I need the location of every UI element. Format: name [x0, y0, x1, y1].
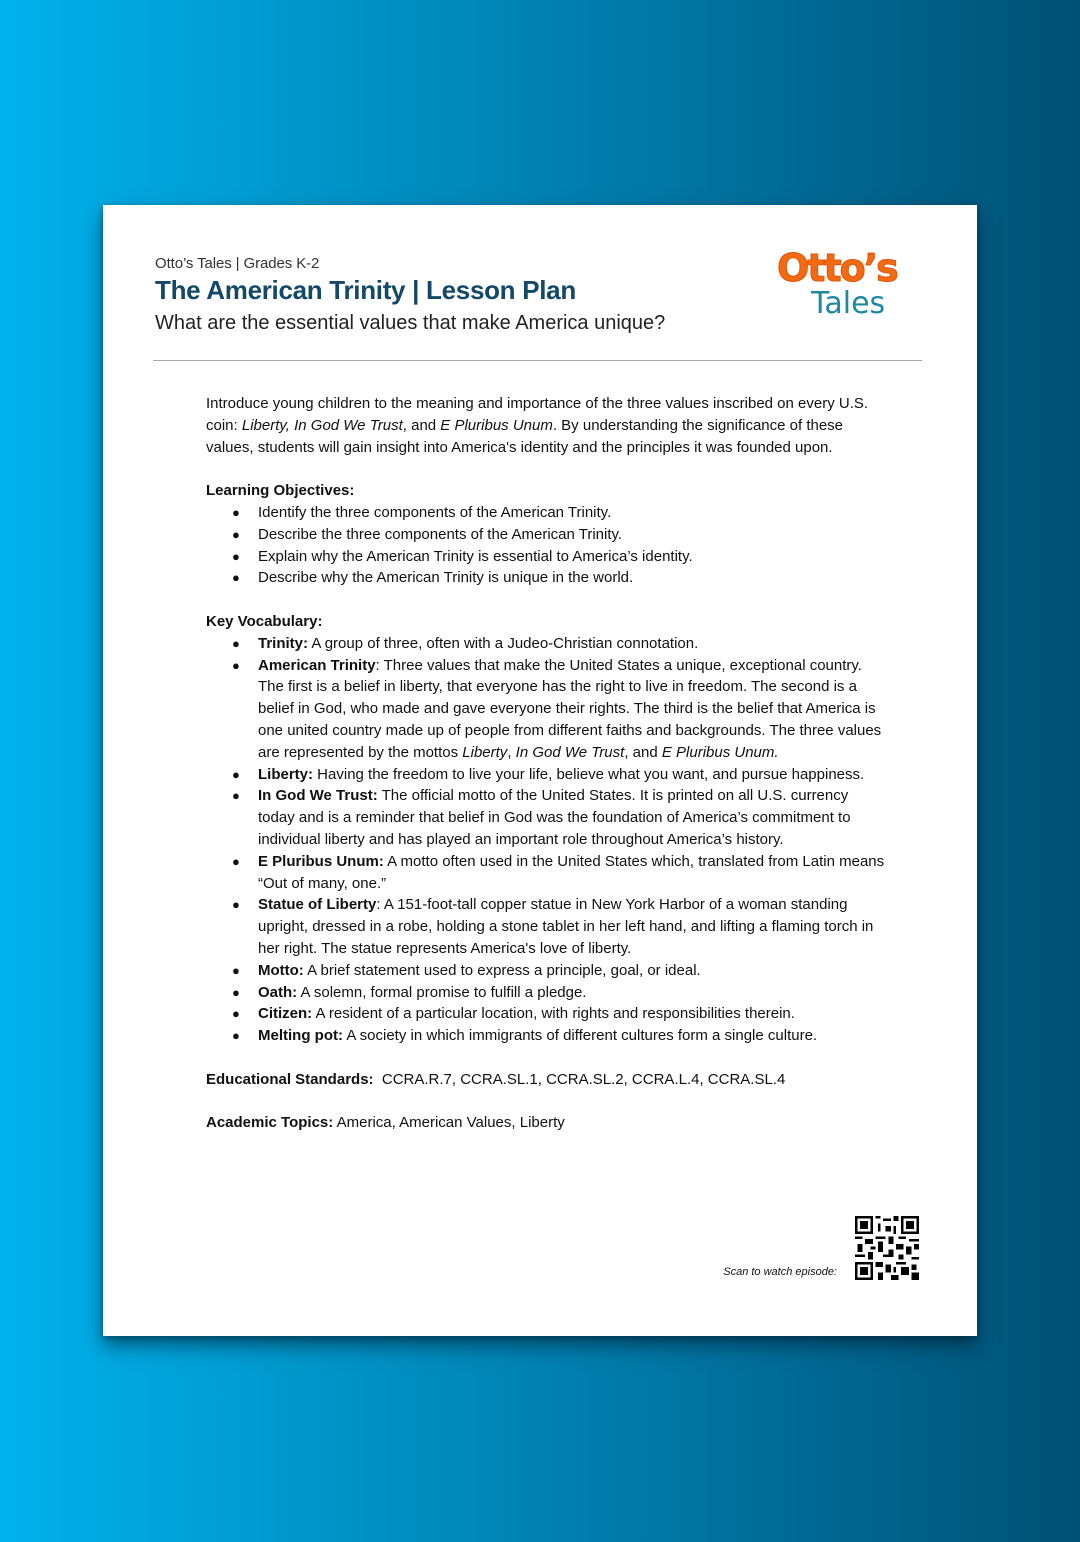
- logo-word-tales: Tales: [811, 286, 886, 319]
- vocab-item: [206, 982, 886, 1004]
- vocab-definition: : A 151-foot-tall copper statue in New York Harbor of a woman standing upright, dressed in a robe, holding a stone tablet in her left hand, and lifting a flaming torch in her right. The statue represents America's love of liberty.: [258, 896, 874, 957]
- bullet-icon: ●: [232, 526, 240, 542]
- vocab-definition: Having the freedom to live your life, believe what you want, and pursue happiness.: [313, 765, 865, 783]
- page-subtitle: What are the essential values that make America unique?: [155, 312, 666, 334]
- vocab-item: [206, 851, 886, 895]
- vocab-term: Motto:: [258, 961, 304, 979]
- bullet-icon: ●: [232, 853, 240, 869]
- vocab-term: Melting pot:: [258, 1027, 343, 1045]
- vocabulary-list: [206, 633, 886, 1047]
- intro-text: . By understanding the significance of these values, students will gain insight into America's identity and the principles it was founded upon.: [206, 416, 844, 456]
- objective-text: Describe why the American Trinity is unique in the world.: [258, 569, 634, 587]
- topics-label: Academic Topics:: [206, 1114, 334, 1132]
- academic-topics: [206, 1112, 886, 1134]
- intro-text: , and: [402, 416, 441, 434]
- bullet-icon: ●: [232, 788, 240, 804]
- vocab-definition: The official motto of the United States. It is printed on all U.S. currency today and is a reminder that belief in God was the foundation of America’s commitment to individual liberty and has played an important role throughout America’s history.: [258, 787, 851, 848]
- bullet-icon: ●: [232, 1028, 240, 1044]
- objective-item: [206, 502, 886, 524]
- vocab-emphasis: In God We Trust: [515, 743, 625, 761]
- vocab-item: [206, 894, 886, 959]
- vocab-term: Liberty:: [258, 765, 314, 783]
- vocab-definition: : Three values that make the United States a unique, exceptional country. The first is a belief in liberty, that everyone has the right to live in freedom. The second is a belief in God, who made and gave everyone their rights. The third is the belief that America is one united country made up of people from different faiths and backgrounds. The three values are represented by the mottos: [258, 656, 882, 761]
- objective-item: [206, 546, 886, 568]
- qr-section: [723, 1216, 919, 1280]
- vocab-definition: A motto often used in the United States which, translated from Latin means “Out of many, one.”: [258, 852, 885, 892]
- objective-item: [206, 524, 886, 546]
- educational-standards: [206, 1069, 886, 1091]
- bullet-icon: ●: [232, 504, 240, 520]
- bullet-icon: ●: [232, 635, 240, 651]
- objective-text: Identify the three components of the American Trinity.: [258, 503, 612, 521]
- bullet-icon: ●: [232, 897, 240, 913]
- bullet-icon: ●: [232, 984, 240, 1000]
- lesson-plan-page: [103, 205, 977, 1336]
- bullet-icon: ●: [232, 1006, 240, 1022]
- logo-word-ottos: Otto’s: [777, 246, 897, 290]
- vocab-item: [206, 960, 886, 982]
- vocab-term: American Trinity: [258, 656, 376, 674]
- intro-text: Introduce young children to the meaning and importance of the three values inscribed on every U.S. coin:: [206, 395, 869, 434]
- bullet-icon: ●: [232, 570, 240, 586]
- vocab-term: Citizen:: [258, 1005, 313, 1023]
- vocab-item: [206, 764, 886, 786]
- vocab-term: Oath:: [258, 983, 298, 1001]
- vocab-item: [206, 655, 886, 764]
- objectives-heading: Learning Objectives:: [206, 482, 355, 500]
- standards-label: Educational Standards:: [206, 1070, 374, 1088]
- ottos-tales-logo-icon: [775, 245, 925, 319]
- vocab-item: [206, 1003, 886, 1025]
- vocab-emphasis: Liberty: [462, 743, 508, 761]
- page-title: The American Trinity | Lesson Plan: [155, 275, 576, 305]
- vocab-definition: A group of three, often with a Judeo-Christian connotation.: [308, 634, 699, 652]
- intro-emphasis: Liberty, In God We Trust: [241, 416, 403, 434]
- objective-text: Explain why the American Trinity is essential to America’s identity.: [258, 547, 693, 565]
- vocab-item: [206, 633, 886, 655]
- vocab-definition: A society in which immigrants of different cultures form a single culture.: [342, 1027, 818, 1045]
- objective-item: [206, 567, 886, 589]
- objectives-list: [206, 502, 886, 589]
- intro-emphasis: E Pluribus Unum: [440, 416, 553, 434]
- vocab-term: Trinity:: [258, 634, 309, 652]
- topics-value: America, American Values, Liberty: [333, 1114, 565, 1132]
- vocab-definition: , and: [624, 743, 662, 761]
- intro-paragraph: [206, 393, 886, 458]
- qr-code-icon[interactable]: [855, 1216, 919, 1280]
- vocab-item: [206, 785, 886, 850]
- series-grade-label: Otto’s Tales | Grades K-2: [155, 255, 320, 272]
- bullet-icon: ●: [232, 657, 240, 673]
- bullet-icon: ●: [232, 548, 240, 564]
- lesson-body: [206, 393, 886, 1156]
- qr-label: Scan to watch episode:: [723, 1266, 837, 1278]
- vocab-emphasis: E Pluribus Unum.: [661, 743, 779, 761]
- vocab-definition: A solemn, formal promise to fulfill a pledge.: [297, 983, 587, 1001]
- vocabulary-heading: Key Vocabulary:: [206, 612, 323, 630]
- vocab-definition: A resident of a particular location, with rights and responsibilities therein.: [312, 1005, 795, 1023]
- vocab-definition: ,: [507, 743, 516, 761]
- vocab-term: E Pluribus Unum:: [258, 852, 384, 870]
- vocab-item: [206, 1025, 886, 1047]
- bullet-icon: ●: [232, 962, 240, 978]
- vocab-term: Statue of Liberty: [258, 896, 377, 914]
- standards-value: CCRA.R.7, CCRA.SL.1, CCRA.SL.2, CCRA.L.4, CCRA.SL.4: [373, 1070, 786, 1088]
- header-divider: [153, 360, 922, 361]
- bullet-icon: ●: [232, 766, 240, 782]
- vocab-definition: A brief statement used to express a principle, goal, or ideal.: [303, 961, 701, 979]
- vocab-term: In God We Trust:: [258, 787, 378, 805]
- objective-text: Describe the three components of the American Trinity.: [258, 525, 623, 543]
